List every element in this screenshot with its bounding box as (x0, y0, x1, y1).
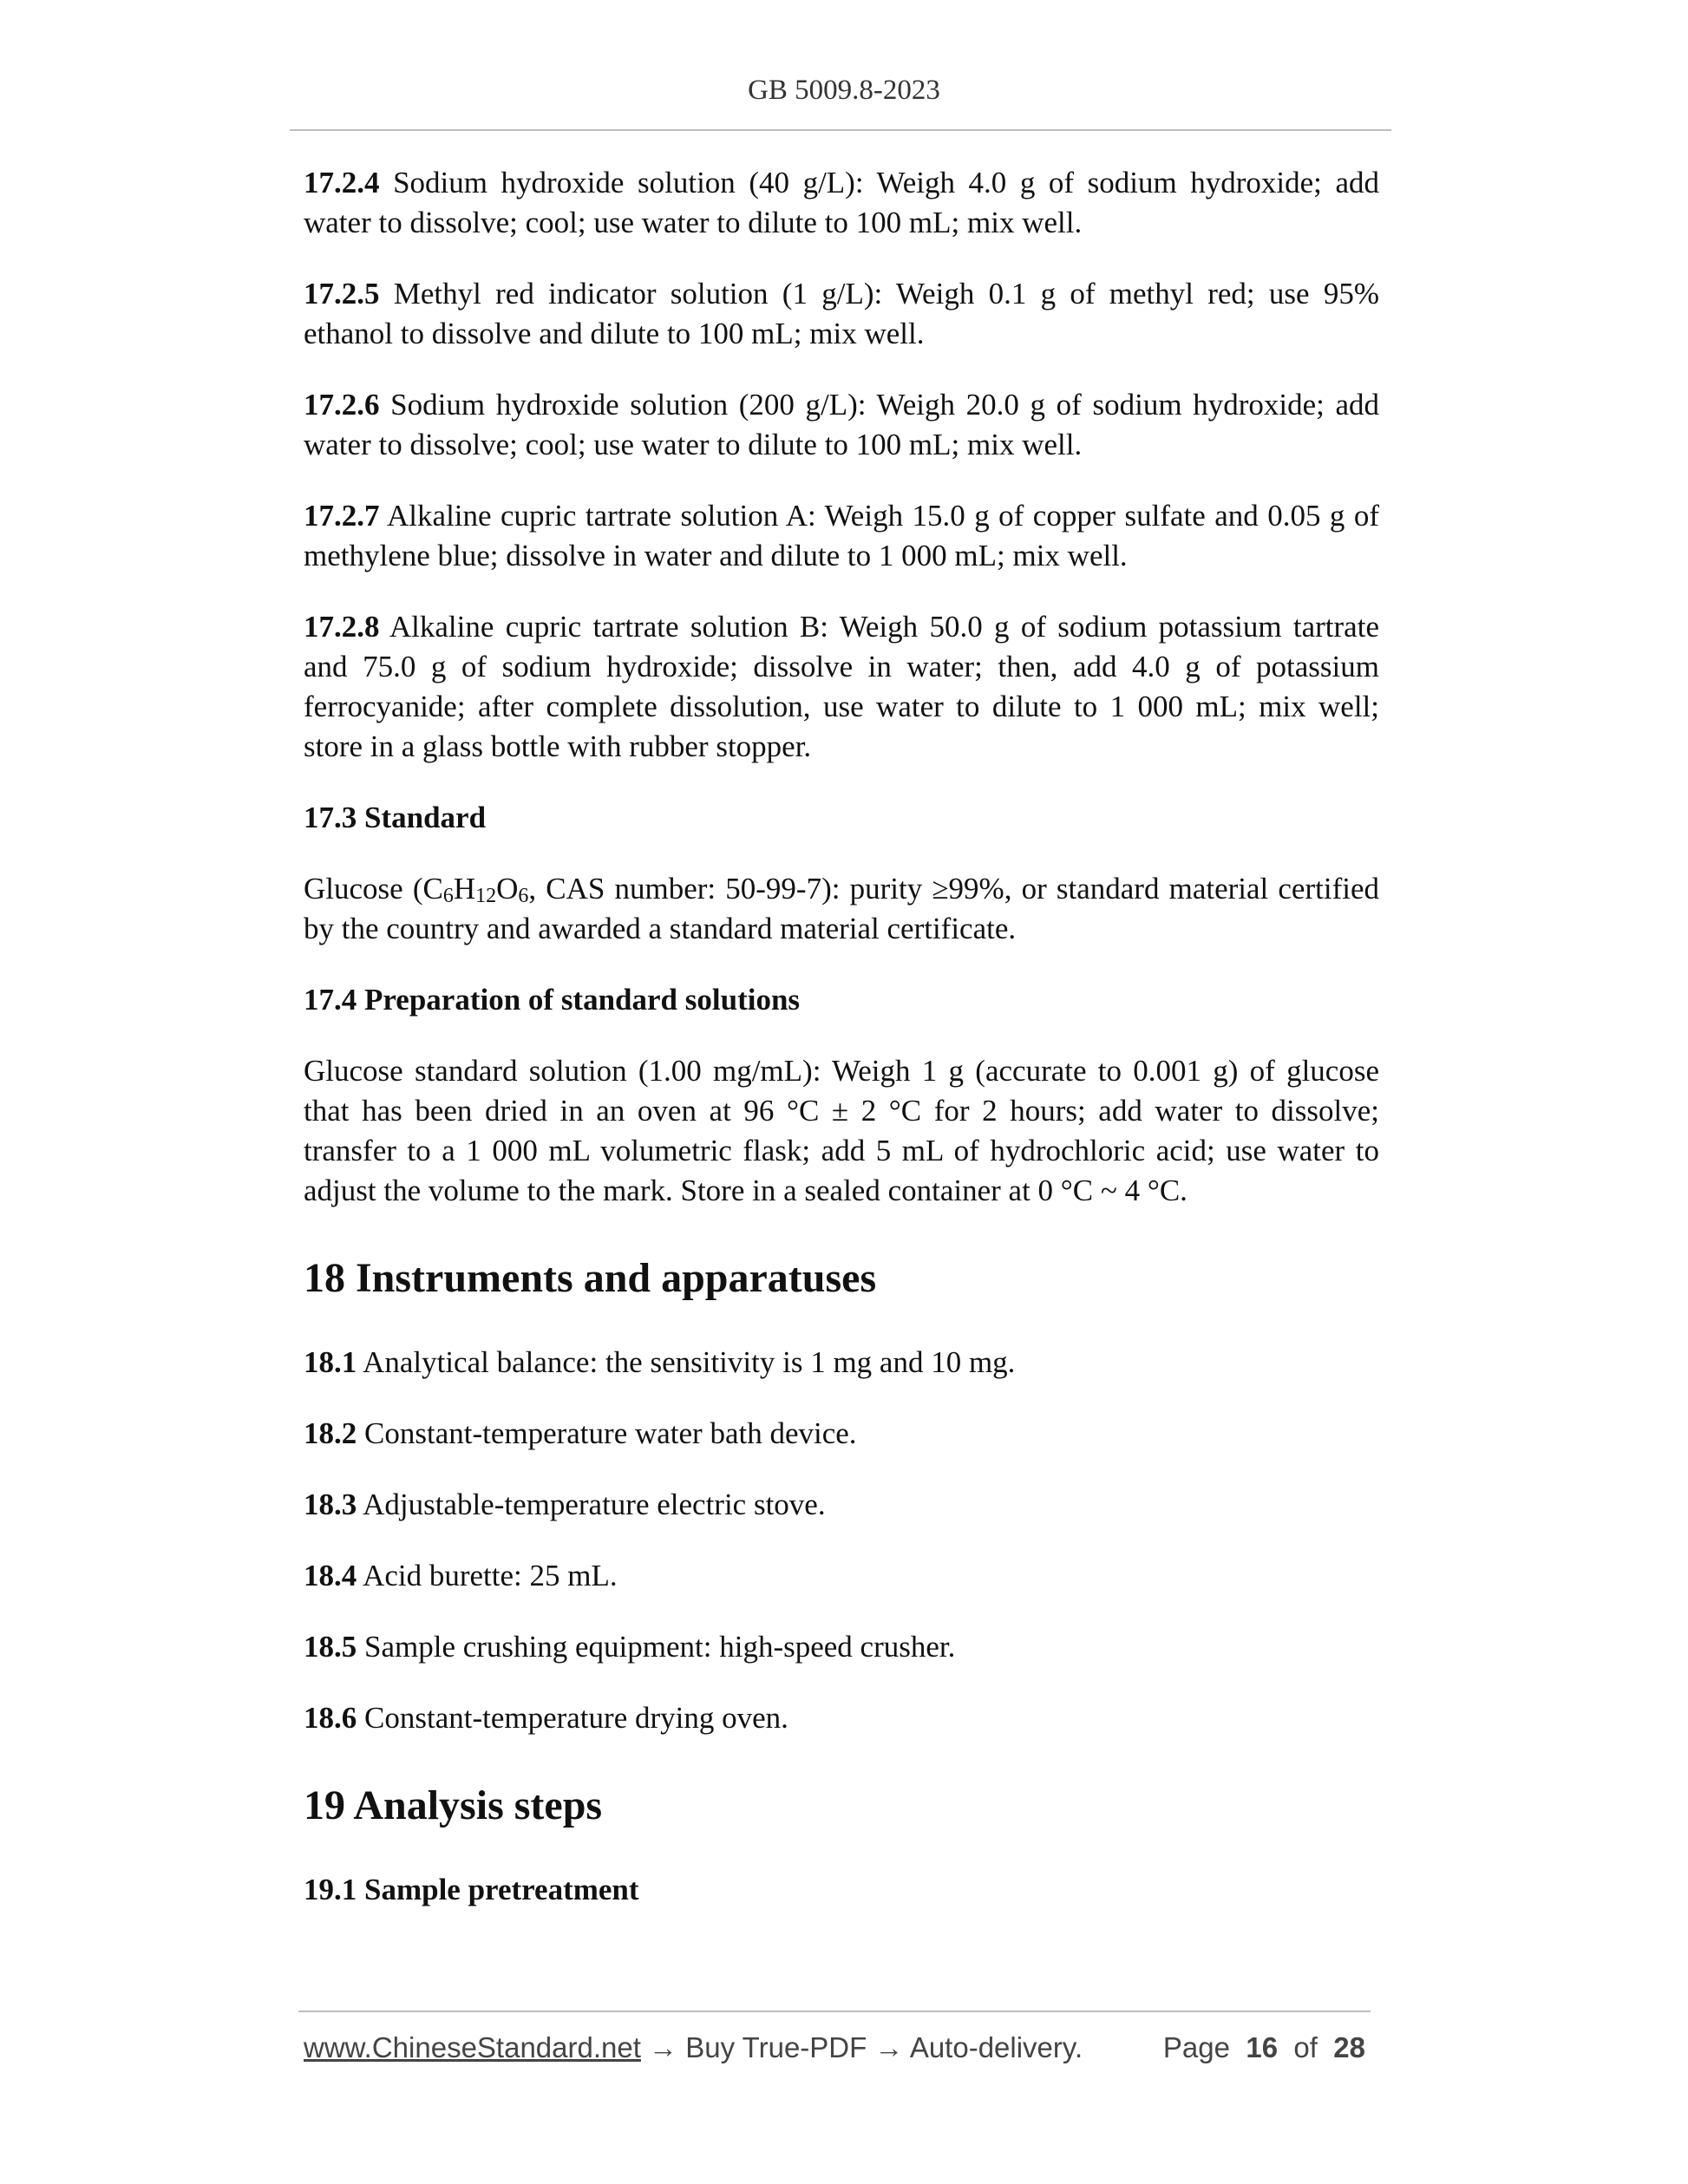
page-current: 16 (1246, 2031, 1279, 2063)
clause-text: Alkaline cupric tartrate solution B: Weigh 50.0 g of sodium potassium tartrate and 75.0 g of sodium hydroxide; dissolve in water; then, add 4.0 g of potassium ferrocyanide; after complete dissolution, use water to dilute to 1 000 mL; mix well; store in a glass bottle with rubber stopper. (304, 610, 1379, 763)
clause-17-2-7 (304, 496, 1379, 576)
clause-text-end: , CAS number: 50-99-7): purity ≥99%, or standard material certified by the country and awarded a standard material certificate. (304, 872, 1379, 945)
clause-18-3 (304, 1485, 1379, 1525)
clause-17-2-4 (304, 163, 1379, 243)
clause-text: Alkaline cupric tartrate solution A: Weigh 15.0 g of copper sulfate and 0.05 g of methylene blue; dissolve in water and dilute to 1 000 mL; mix well. (304, 499, 1379, 572)
formula-subscript: 6 (518, 885, 529, 907)
document-body (304, 163, 1379, 1941)
clause-text: Analytical balance: the sensitivity is 1 mg and 10 mg. (363, 1345, 1016, 1379)
clause-text-start: Glucose (C (304, 872, 443, 906)
section-heading-19-1: 19.1 Sample pretreatment (304, 1873, 639, 1906)
website-link[interactable]: www.ChineseStandard.net (304, 2031, 641, 2063)
clause-18-5 (304, 1627, 1379, 1667)
clause-17-3-text (304, 869, 1379, 949)
clause-number: 18.2 (304, 1416, 357, 1450)
section-heading-17-4: 17.4 Preparation of standard solutions (304, 983, 801, 1017)
clause-number: 17.2.8 (304, 610, 380, 644)
clause-17-4-text: Glucose standard solution (1.00 mg/mL): Weigh 1 g (accurate to 0.001 g) of glucose that has been dried in an oven at 96 °C ± 2 °C for 2 hours; add water to dissolve; transfer to a 1 000 mL volumetric flask; add 5 mL of hydrochloric acid; use water to adjust the volume to the mark. Store in a sealed container at 0 °C ~ 4 °C. (304, 1054, 1379, 1207)
clause-18-2 (304, 1414, 1379, 1454)
clause-text: Methyl red indicator solution (1 g/L): Weigh 0.1 g of methyl red; use 95% ethanol to dissolve and dilute to 100 mL; mix well. (304, 277, 1379, 350)
clause-18-6 (304, 1698, 1379, 1738)
chapter-heading-19: 19 Analysis steps (304, 1782, 603, 1828)
clause-text: Acid burette: 25 mL. (363, 1559, 618, 1592)
clause-text: Constant-temperature water bath device. (364, 1416, 857, 1450)
page-label: Page (1162, 2031, 1230, 2063)
page-footer (304, 2031, 1372, 2070)
formula-element: H (453, 872, 476, 906)
clause-18-1 (304, 1343, 1379, 1383)
page-indicator (1163, 2031, 1365, 2064)
formula-subscript: 12 (475, 885, 497, 907)
clause-17-2-6 (304, 385, 1379, 465)
clause-18-4 (304, 1556, 1379, 1596)
clause-number: 18.3 (304, 1488, 357, 1521)
chapter-heading-18: 18 Instruments and apparatuses (304, 1255, 877, 1301)
footer-tagline: → Buy True-PDF → Auto-delivery. (640, 2031, 1083, 2063)
clause-text: Sodium hydroxide solution (200 g/L): Weigh 20.0 g of sodium hydroxide; add water to dissolve; cool; use water to dilute to 100 mL; mix well. (304, 388, 1380, 461)
page-header-doc-code: GB 5009.8-2023 (748, 75, 940, 106)
clause-number: 18.1 (304, 1345, 357, 1379)
clause-17-2-8 (304, 607, 1379, 767)
clause-number: 17.2.4 (304, 166, 380, 199)
clause-number: 18.4 (304, 1559, 357, 1592)
section-heading-17-3: 17.3 Standard (304, 801, 487, 834)
clause-number: 17.2.5 (304, 277, 380, 311)
formula-subscript: 6 (442, 885, 454, 907)
header-divider (290, 129, 1391, 131)
clause-number: 18.5 (304, 1630, 357, 1664)
clause-number: 18.6 (304, 1701, 357, 1735)
footer-divider (298, 2011, 1371, 2012)
formula-element: O (496, 872, 519, 906)
clause-number: 17.2.7 (304, 499, 380, 533)
page-total: 28 (1333, 2031, 1365, 2063)
clause-number: 17.2.6 (304, 388, 380, 422)
clause-text: Sample crushing equipment: high-speed crusher. (364, 1630, 956, 1664)
footer-promo (304, 2031, 1083, 2064)
page-of-label: of (1293, 2031, 1318, 2063)
clause-text: Constant-temperature drying oven. (364, 1701, 788, 1735)
clause-text: Sodium hydroxide solution (40 g/L): Weigh 4.0 g of sodium hydroxide; add water to dissolve; cool; use water to dilute to 100 mL; mix well. (304, 166, 1379, 239)
clause-17-2-5 (304, 274, 1379, 354)
clause-text: Adjustable-temperature electric stove. (363, 1488, 826, 1521)
